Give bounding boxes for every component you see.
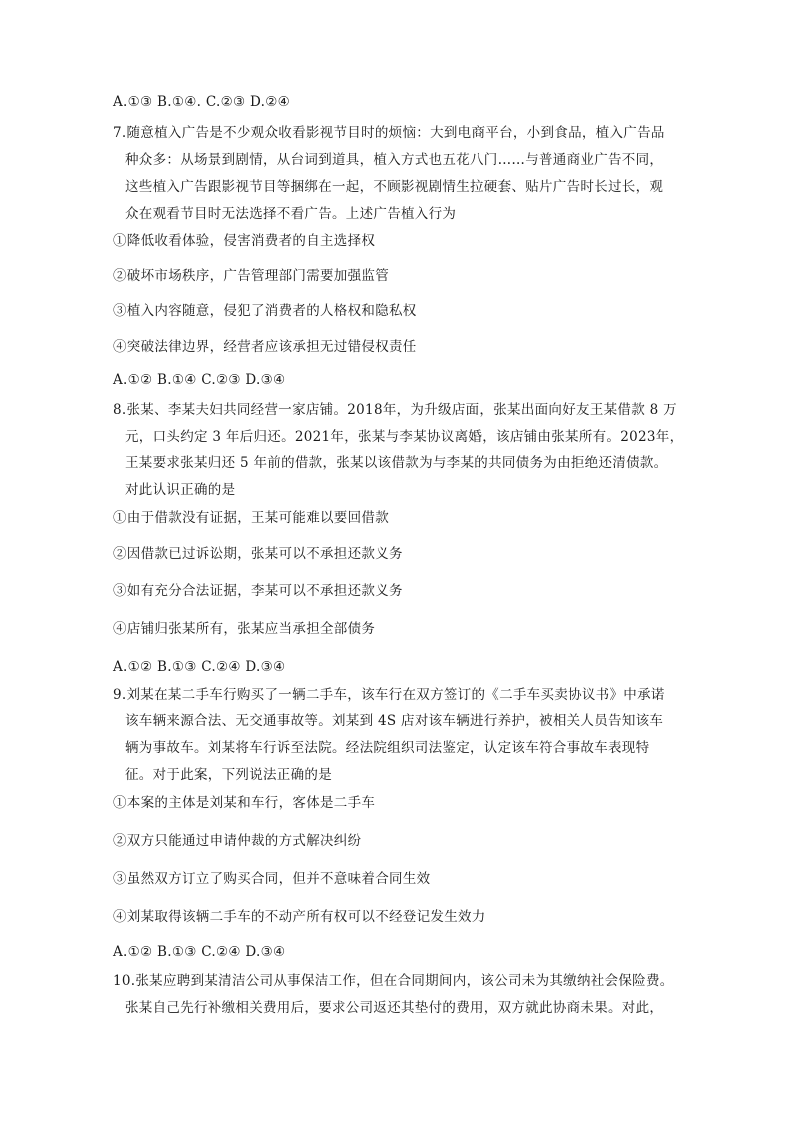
q9-option-2: ②双方只能通过申请仲裁的方式解决纠纷 [113, 833, 362, 849]
q7-stem-line-2: 种众多：从场景到剧情，从台词到道具，植入方式也五花八门……与普通商业广告不同， [125, 152, 664, 168]
q10-stem-line-2: 张某自己先行补缴相关费用后，要求公司返还其垫付的费用，双方就此协商未果。对此， [125, 1000, 664, 1016]
q8-stem-line-2: 元，口头约定 3 年后归还。2021年，张某与李某协议离婚，该店铺由张某所有。2023年， [125, 429, 684, 445]
q9-stem-line-4: 征。对于此案，下列说法正确的是 [125, 767, 332, 783]
q8-option-2: ②因借款已过诉讼期，张某可以不承担还款义务 [113, 546, 403, 562]
q6-choices: A.①③ B.①④. C.②③ D.②④ [113, 94, 291, 110]
q9-stem-line-1: 9.刘某在某二手车行购买了一辆二手车，该车行在双方签订的《二手车买卖协议书》中承诺 [113, 687, 665, 703]
q7-option-2: ②破坏市场秩序，广告管理部门需要加强监管 [113, 268, 389, 284]
q7-stem-line-1: 7.随意植入广告是不少观众收看影视节目时的烦恼：大到电商平台，小到食品，植入广告品 [113, 125, 665, 141]
q8-choices: A.①② B.①③ C.②④ D.③④ [113, 659, 286, 675]
q9-choices: A.①② B.①③ C.②④ D.③④ [113, 944, 286, 960]
q7-choices: A.①② B.①④ C.②③ D.③④ [113, 372, 286, 388]
q8-stem-line-1: 8.张某、李某夫妇共同经营一家店铺。2018年，为升级店面，张某出面向好友王某借款 8 万 [113, 402, 677, 418]
q7-option-3: ③植入内容随意，侵犯了消费者的人格权和隐私权 [113, 303, 417, 319]
q7-option-1: ①降低收看体验，侵害消费者的自主选择权 [113, 233, 376, 249]
q7-stem-line-4: 众在观看节目时无法选择不看广告。上述广告植入行为 [125, 206, 457, 222]
q9-option-4: ④刘某取得该辆二手车的不动产所有权可以不经登记发生效力 [113, 909, 486, 925]
q8-option-4: ④店铺归张某所有，张某应当承担全部债务 [113, 621, 376, 637]
q8-option-1: ①由于借款没有证据，王某可能难以要回借款 [113, 510, 389, 526]
q7-stem-line-3: 这些植入广告跟影视节目等捆绑在一起，不顾影视剧情生拉硬套、贴片广告时长过长，观 [125, 179, 664, 195]
q8-stem-line-3: 王某要求张某归还 5 年前的借款，张某以该借款为与李某的共同债务为由拒绝还清债款。 [125, 455, 668, 471]
q8-stem-line-4: 对此认识正确的是 [125, 482, 236, 498]
q9-stem-line-2: 该车辆来源合法、无交通事故等。刘某到 4S 店对该车辆进行养护，被相关人员告知该车 [125, 713, 664, 729]
q9-option-1: ①本案的主体是刘某和车行，客体是二手车 [113, 795, 376, 811]
q9-stem-line-3: 辆为事故车。刘某将车行诉至法院。经法院组织司法鉴定，认定该车符合事故车表现特 [125, 740, 650, 756]
q10-stem-line-1: 10.张某应聘到某清洁公司从事保洁工作，但在合同期间内，该公司未为其缴纳社会保险费。 [113, 973, 674, 989]
q8-option-3: ③如有充分合法证据，李某可以不承担还款义务 [113, 583, 403, 599]
q7-option-4: ④突破法律边界，经营者应该承担无过错侵权责任 [113, 339, 417, 355]
q9-option-3: ③虽然双方订立了购买合同，但并不意味着合同生效 [113, 871, 431, 887]
